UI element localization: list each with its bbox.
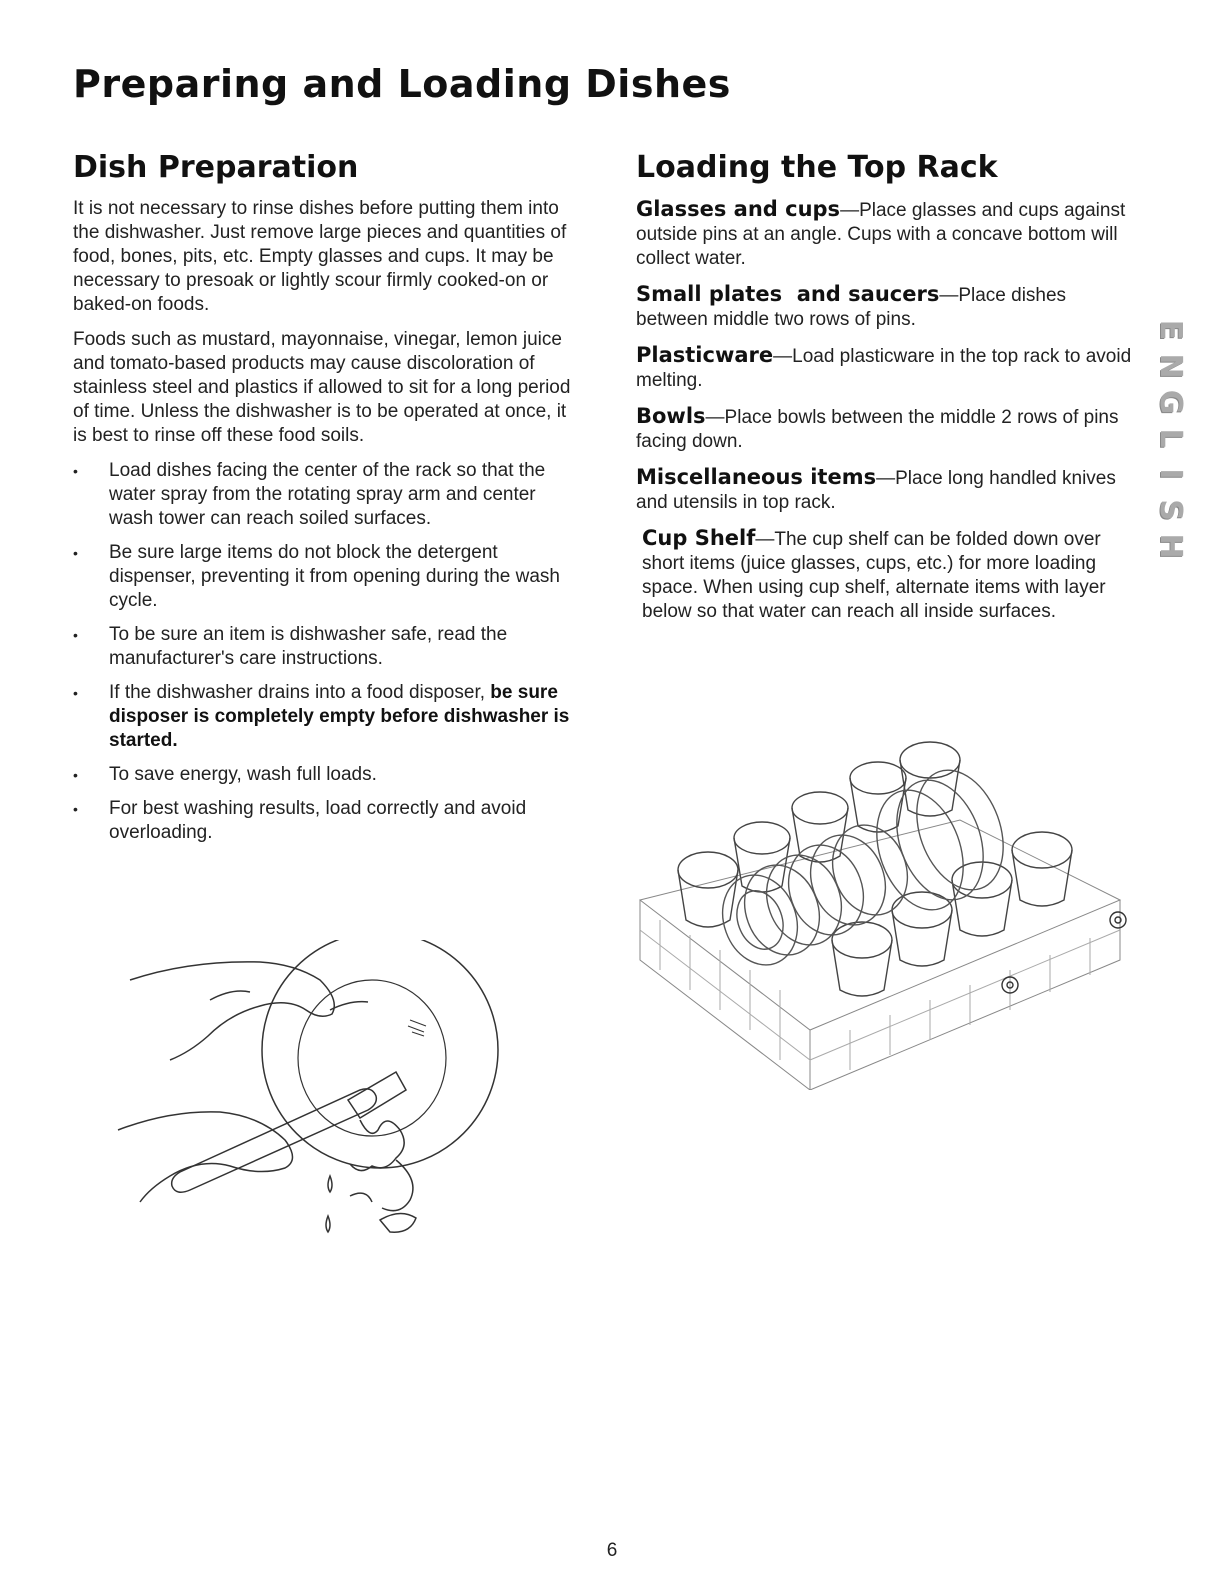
item-term: Glasses and cups (636, 197, 841, 221)
item-text: —Place glasses and cups against outside pins at an angle. Cups with a concave bottom will collect water. (636, 200, 1126, 269)
english-language-tab (1150, 312, 1190, 559)
item-term: Plasticware (636, 343, 774, 367)
item-term: Cup Shelf (642, 526, 756, 550)
bullet-item: • Be sure large items do not block the detergent dispenser, preventing it from opening during the wash cycle. (73, 541, 573, 613)
bullet-item-disposer (73, 681, 573, 753)
item-text: —Load plasticware in the top rack to avoid melting. (636, 346, 1132, 391)
scraping-plate-illustration (110, 940, 510, 1260)
dish-prep-bullet-list (73, 459, 573, 845)
dish-preparation-title: Dish Preparation (73, 150, 359, 185)
tab-letter: I (1153, 468, 1188, 480)
rack-item-bowls (636, 404, 1136, 454)
disposer-text: If the dishwasher drains into a food disposer, (109, 682, 486, 703)
tab-letter: S (1153, 499, 1188, 521)
rack-item-glasses (636, 197, 1136, 271)
page-number: 6 (606, 1540, 618, 1561)
loaded-top-rack-illustration (630, 730, 1130, 1090)
item-term: Miscellaneous items (636, 465, 877, 489)
rack-item-cup-shelf (636, 526, 1136, 624)
bullet-item: • To be sure an item is dishwasher safe, read the manufacturer's care instructions. (73, 623, 573, 671)
top-rack-section (636, 150, 1136, 635)
item-text: —Place dishes between middle two rows of pins. (636, 285, 1067, 330)
item-text: —The cup shelf can be folded down over short items (juice glasses, cups, etc.) for more loading space. When using cup shelf, alternate items with layer below so that water can reach all inside surfaces. (642, 529, 1106, 622)
tab-letter: N (1153, 353, 1188, 379)
item-text: —Place long handled knives and utensils in top rack. (636, 468, 1116, 513)
top-rack-title: Loading the Top Rack (636, 150, 998, 185)
tab-letter: L (1153, 428, 1188, 448)
dish-prep-paragraph-1: It is not necessary to rinse dishes before putting them into the dishwasher. Just remove large pieces and quantities of food, bones, pits, etc. Empty glasses and cups. It may be necessary to presoak or lightly scour firmly cooked-on or baked-on foods. (73, 198, 567, 315)
rack-item-plates (636, 282, 1136, 332)
rack-item-plasticware (636, 343, 1136, 393)
item-text: —Place bowls between the middle 2 rows of pins facing down. (636, 407, 1119, 452)
item-term: Bowls (636, 404, 706, 428)
item-term: Small plates and saucers (636, 282, 940, 306)
dish-preparation-section (73, 150, 573, 855)
tab-letter: G (1153, 389, 1188, 415)
dish-prep-paragraph-2: Foods such as mustard, mayonnaise, vinegar, lemon juice and tomato-based products may cause discoloration of stainless steel and plastics if allowed to sit for a long period of time. Unless the dishwasher is to be operated at once, it is best to rinse off these food soils. (73, 329, 571, 446)
bullet-item: • Load dishes facing the center of the rack so that the water spray from the rotating spray arm and center wash tower can reach soiled surfaces. (73, 459, 573, 531)
bullet-item: • To save energy, wash full loads. (73, 763, 573, 787)
page-title: Preparing and Loading Dishes (73, 62, 731, 106)
disposer-warning: be sure disposer is completely empty before dishwasher is started. (109, 682, 570, 751)
tab-letter: H (1153, 533, 1188, 559)
tab-letter: E (1153, 319, 1188, 341)
bullet-item: • For best washing results, load correctly and avoid overloading. (73, 797, 573, 845)
rack-item-misc (636, 465, 1136, 515)
